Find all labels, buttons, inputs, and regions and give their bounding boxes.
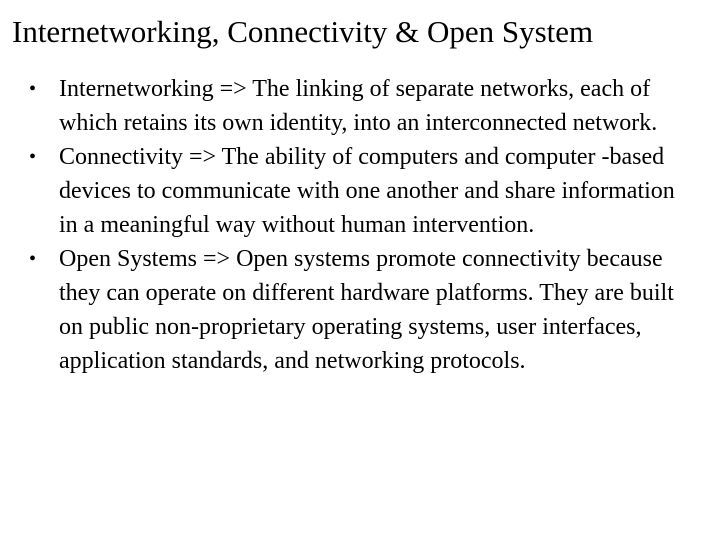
bullet-marker: •	[29, 146, 37, 168]
bullet-text-open-systems: Open Systems => Open systems promote connectivity because they can operate on different hardware platforms. They are built on public non-proprietary operating systems, user interfaces, application standards, and networking protocols.	[59, 246, 674, 374]
bullet-marker: •	[29, 248, 37, 270]
bullet-item-connectivity	[29, 140, 699, 242]
bullet-list	[29, 72, 699, 378]
bullet-item-open-systems	[29, 242, 699, 378]
bullet-item-internetworking	[29, 72, 699, 140]
slide-title: Internetworking, Connectivity & Open System	[12, 14, 594, 49]
bullet-marker: •	[29, 78, 37, 100]
bullet-text-connectivity: Connectivity => The ability of computers and computer -based devices to communicate with one another and share information in a meaningful way without human intervention.	[59, 144, 675, 238]
bullet-text-internetworking: Internetworking => The linking of separate networks, each of which retains its own identity, into an interconnected network.	[59, 76, 658, 136]
